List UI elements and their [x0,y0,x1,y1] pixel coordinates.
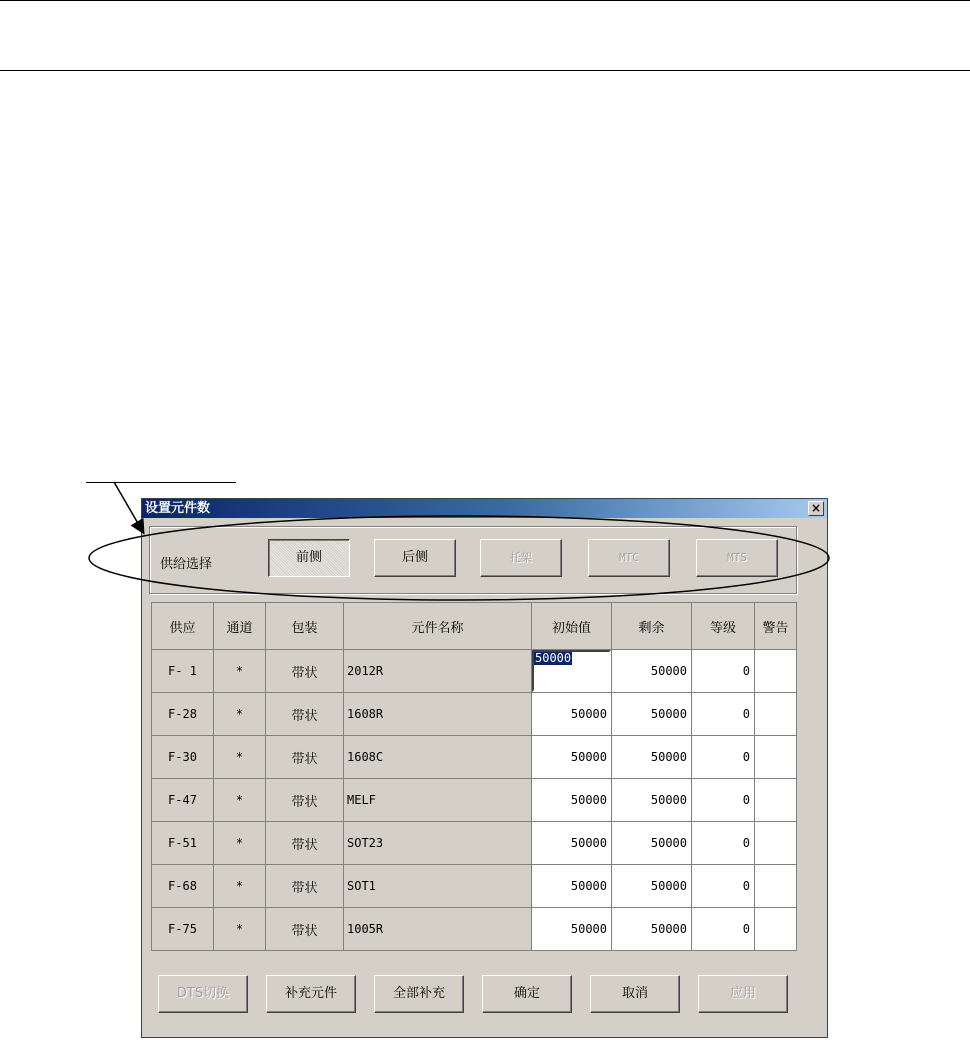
cell-pack: 带状 [266,693,344,736]
cell-name: 1608R [344,693,532,736]
supply-selection-label: 供给选择 [160,557,213,572]
cell-level[interactable]: 0 [692,650,755,693]
cell-remain[interactable]: 50000 [612,736,692,779]
cancel-button[interactable]: 取消 [590,975,680,1013]
cell-pack: 带状 [266,650,344,693]
cell-initial[interactable]: 50000 [532,822,612,865]
cell-level[interactable]: 0 [692,779,755,822]
cell-lane: * [214,693,266,736]
col-header-warn[interactable]: 警告 [755,603,797,650]
cell-supply: F- 1 [152,650,214,693]
dialog-title: 设置元件数 [145,501,211,516]
col-header-initial[interactable]: 初始值 [532,603,612,650]
col-header-level[interactable]: 等级 [692,603,755,650]
col-header-name[interactable]: 元件名称 [344,603,532,650]
dts-switch-button[interactable]: DTS切换 [158,975,248,1013]
cell-level[interactable]: 0 [692,822,755,865]
ok-button[interactable]: 确定 [482,975,572,1013]
cell-supply: F-68 [152,865,214,908]
cell-lane: * [214,779,266,822]
col-header-remain[interactable]: 剩余 [612,603,692,650]
front-side-button[interactable]: 前侧 [268,539,350,577]
cell-lane: * [214,736,266,779]
cell-pack: 带状 [266,865,344,908]
cell-supply: F-75 [152,908,214,951]
cell-remain[interactable]: 50000 [612,650,692,693]
cell-pack: 带状 [266,779,344,822]
cell-remain[interactable]: 50000 [612,865,692,908]
mtc-button[interactable]: MTC [588,539,670,577]
rear-side-button[interactable]: 后侧 [374,539,456,577]
callout-arrow [114,482,143,532]
cell-lane: * [214,865,266,908]
cell-remain[interactable]: 50000 [612,779,692,822]
cell-lane: * [214,650,266,693]
cell-lane: * [214,908,266,951]
initial-value-selected-text[interactable]: 50000 [535,651,572,665]
mts-button[interactable]: MTS [696,539,778,577]
cell-name: SOT23 [344,822,532,865]
cell-initial[interactable]: 50000 [532,779,612,822]
cell-name: MELF [344,779,532,822]
cell-level[interactable]: 0 [692,736,755,779]
tray-button[interactable]: 托架 [480,539,562,577]
apply-button[interactable]: 应用 [698,975,788,1013]
cell-remain[interactable]: 50000 [612,693,692,736]
cell-name: SOT1 [344,865,532,908]
cell-remain[interactable]: 50000 [612,908,692,951]
cell-level[interactable]: 0 [692,693,755,736]
cell-initial[interactable]: 50000 [532,693,612,736]
cell-supply: F-30 [152,736,214,779]
cell-level[interactable]: 0 [692,865,755,908]
col-header-supply[interactable]: 供应 [152,603,214,650]
refill-component-button[interactable]: 补充元件 [266,975,356,1013]
cell-lane: * [214,822,266,865]
cell-initial[interactable]: 50000 [532,865,612,908]
col-header-pack[interactable]: 包装 [266,603,344,650]
cell-supply: F-47 [152,779,214,822]
cell-supply: F-51 [152,822,214,865]
cell-name: 1608C [344,736,532,779]
cell-initial[interactable]: 50000 [532,908,612,951]
close-icon[interactable]: × [808,501,824,516]
cell-name: 2012R [344,650,532,693]
cell-pack: 带状 [266,822,344,865]
cell-name: 1005R [344,908,532,951]
callout-ellipse [89,516,829,600]
cell-initial[interactable]: 50000 [532,736,612,779]
col-header-lane[interactable]: 通道 [214,603,266,650]
cell-pack: 带状 [266,736,344,779]
cell-level[interactable]: 0 [692,908,755,951]
cell-supply: F-28 [152,693,214,736]
cell-pack: 带状 [266,908,344,951]
refill-all-button[interactable]: 全部补充 [374,975,464,1013]
cell-remain[interactable]: 50000 [612,822,692,865]
